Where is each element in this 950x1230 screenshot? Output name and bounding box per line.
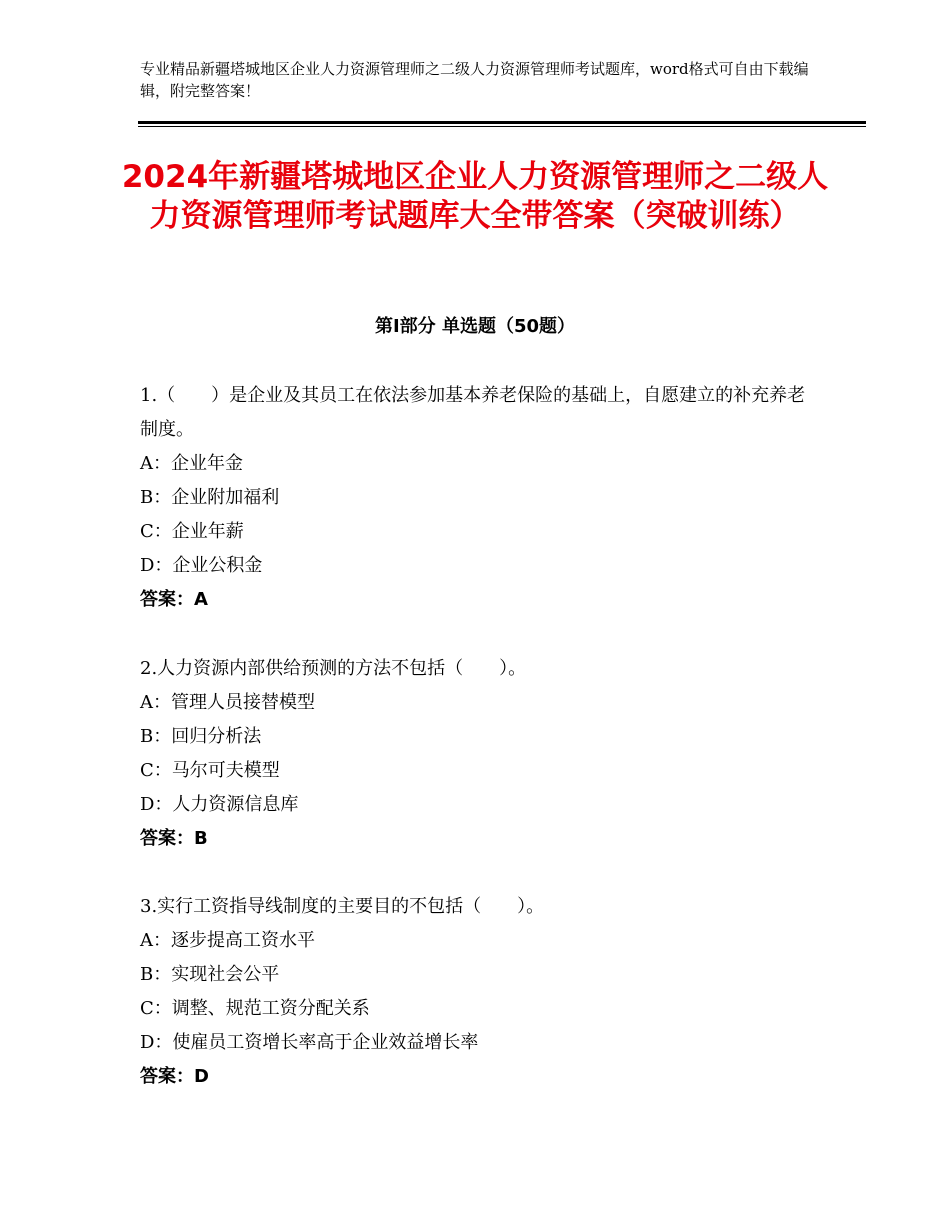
question-item	[140, 890, 820, 1094]
document-title: 2024年新疆塔城地区企业人力资源管理师之二级人力资源管理师考试题库大全带答案（突破训练）	[121, 159, 829, 234]
question-stem: 1.（ ）是企业及其员工在依法参加基本养老保险的基础上，自愿建立的补充养老制度。	[140, 385, 806, 440]
option-a: A：企业年金	[140, 453, 243, 474]
option-c: C：马尔可夫模型	[140, 760, 280, 781]
answer-label: 答案：A	[140, 589, 208, 610]
option-c: C：企业年薪	[140, 521, 244, 542]
section-heading: 第Ⅰ部分 单选题（50题）	[374, 316, 575, 337]
header-divider-thick	[138, 121, 866, 124]
question-stem: 2.人力资源内部供给预测的方法不包括（ ）。	[140, 658, 527, 679]
option-b: B：企业附加福利	[140, 487, 280, 508]
answer-label: 答案：B	[140, 828, 208, 849]
option-a: A：管理人员接替模型	[140, 692, 315, 713]
question-item	[140, 379, 820, 617]
question-stem: 3.实行工资指导线制度的主要目的不包括（ ）。	[140, 896, 545, 917]
option-b: B：回归分析法	[140, 726, 262, 747]
answer-label: 答案：D	[140, 1066, 209, 1087]
option-d: D：企业公积金	[140, 555, 263, 576]
option-c: C：调整、规范工资分配关系	[140, 998, 370, 1019]
option-d: D：人力资源信息库	[140, 794, 299, 815]
header-note: 专业精品新疆塔城地区企业人力资源管理师之二级人力资源管理师考试题库，word格式可自由下载编辑，附完整答案！	[140, 60, 809, 100]
question-item	[140, 652, 820, 856]
header-divider-thin	[138, 126, 866, 127]
option-a: A：逐步提高工资水平	[140, 930, 315, 951]
option-d: D：使雇员工资增长率高于企业效益增长率	[140, 1032, 479, 1053]
option-b: B：实现社会公平	[140, 964, 280, 985]
